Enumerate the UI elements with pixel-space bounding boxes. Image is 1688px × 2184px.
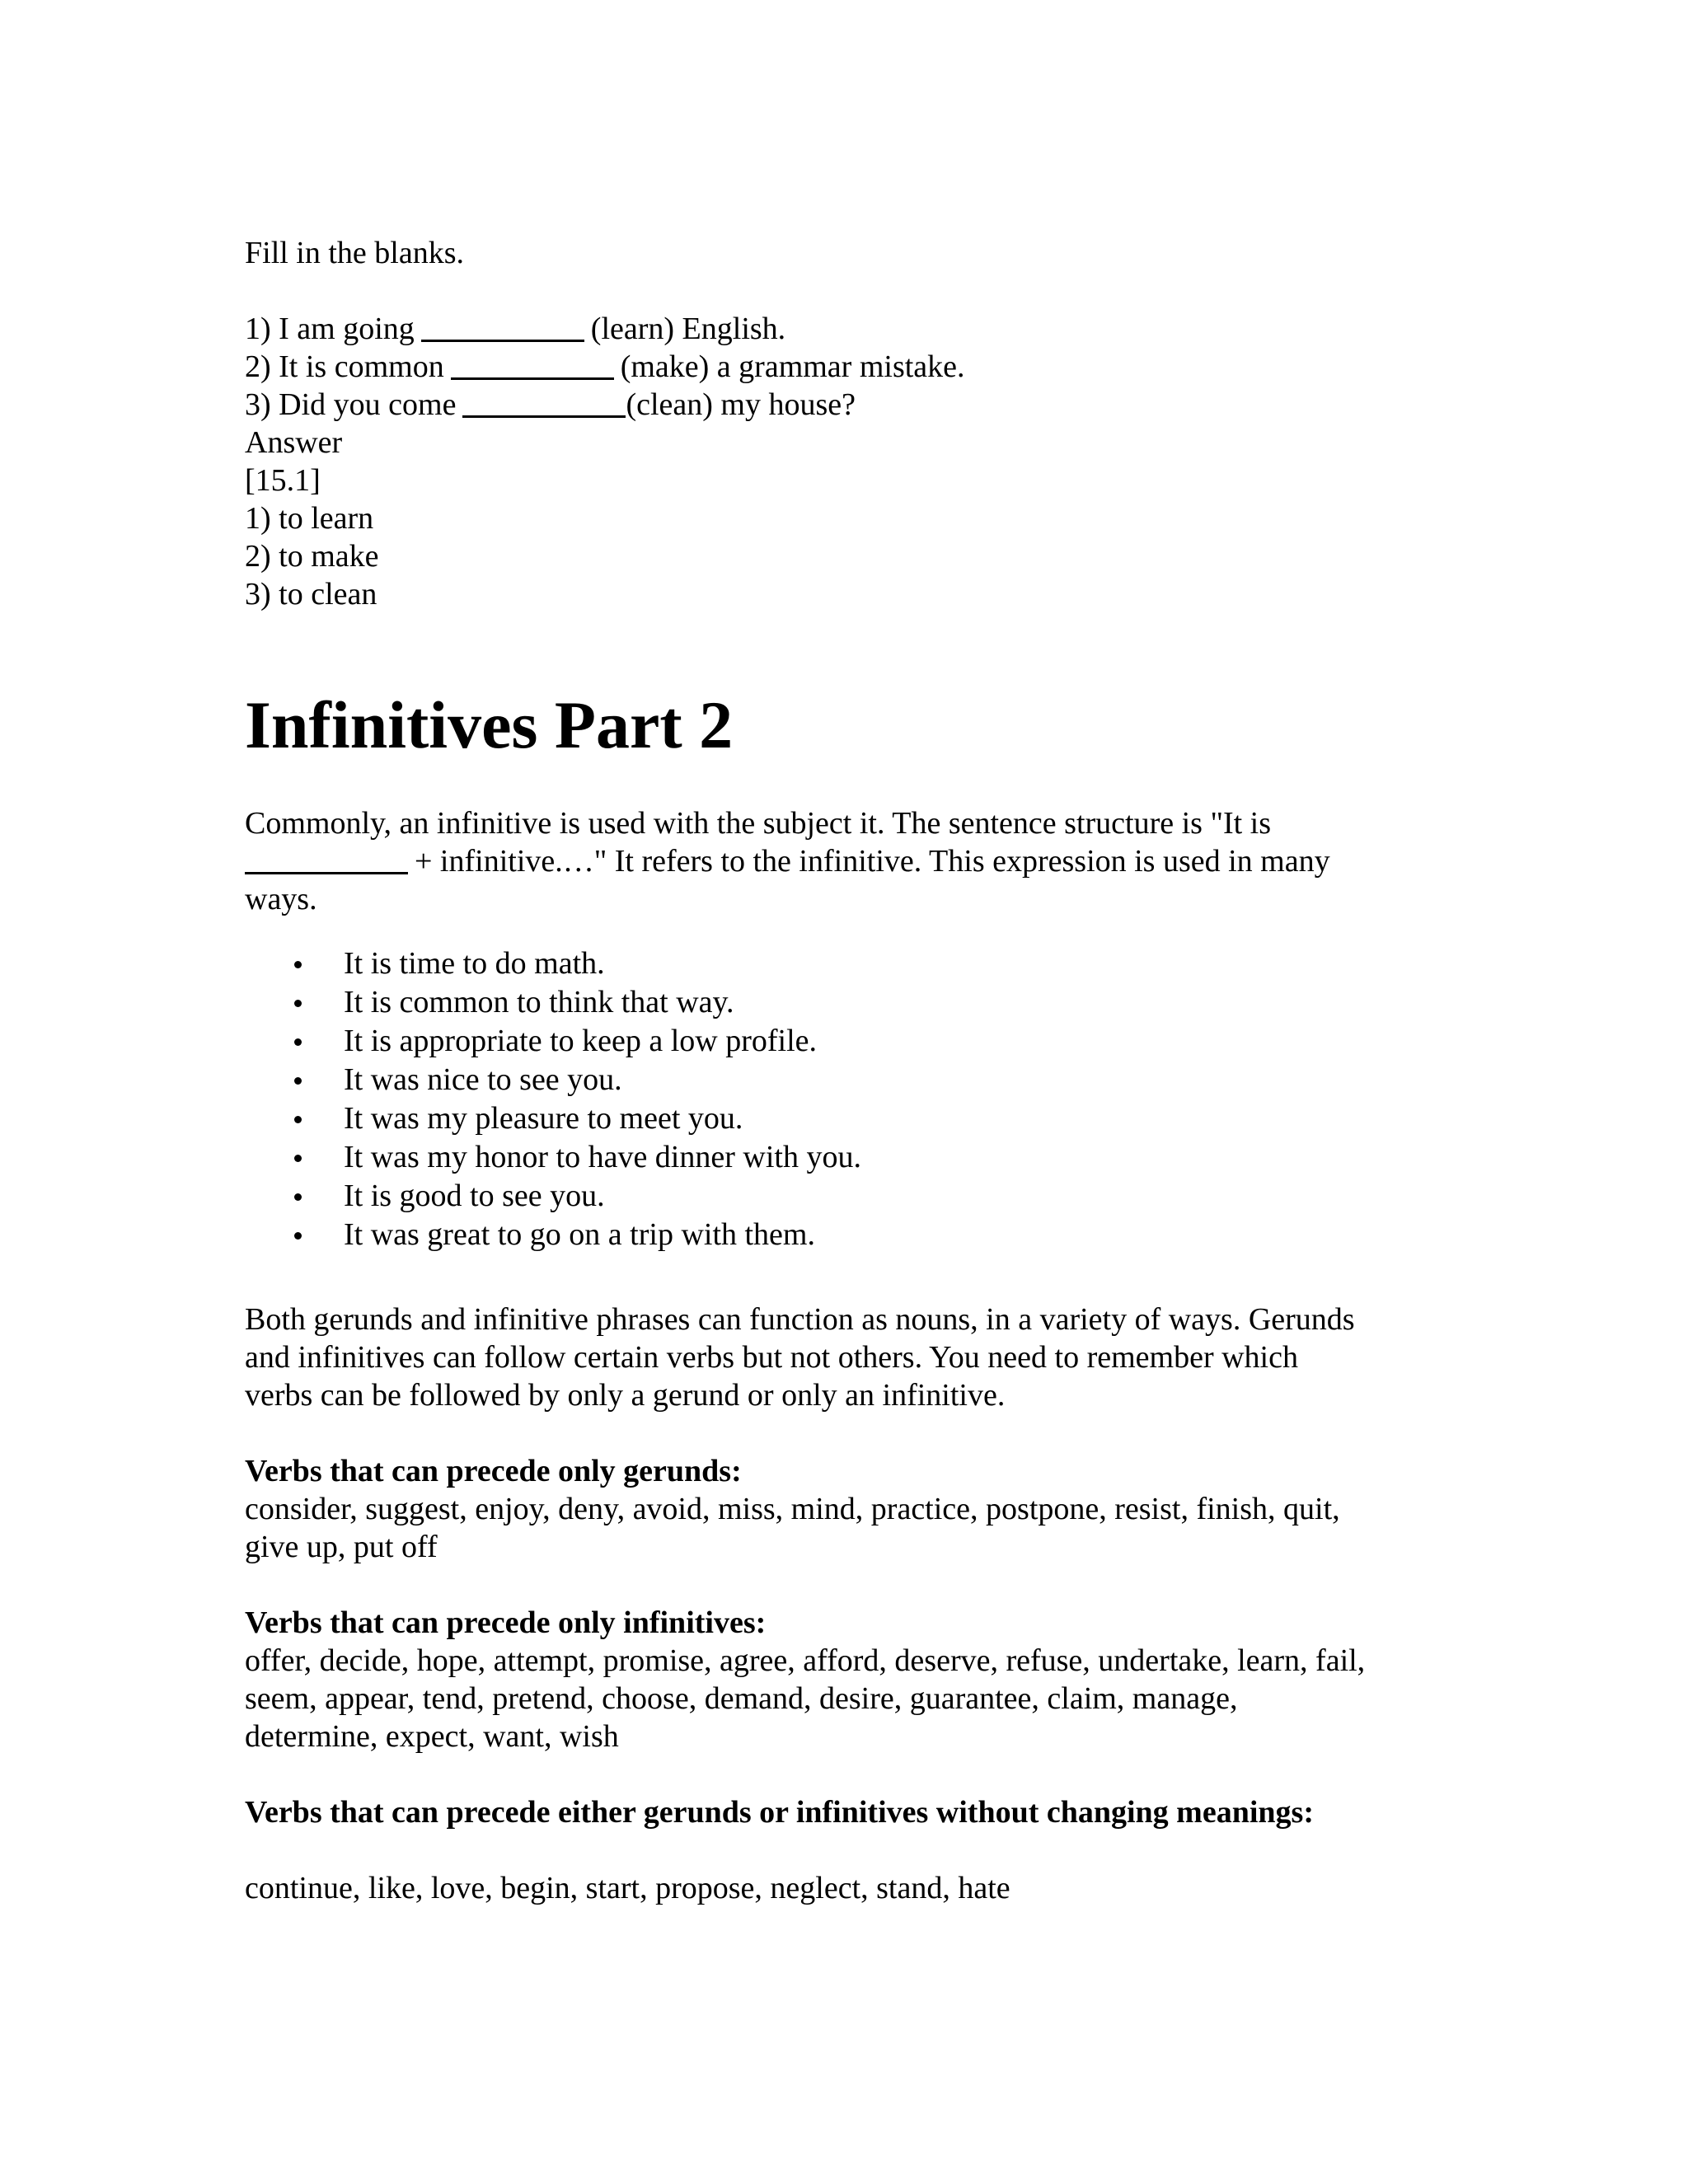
exercise-question-3: 3) Did you come (clean) my house? [245, 387, 856, 422]
bullet-icon [294, 1155, 302, 1162]
example-list [245, 944, 861, 1254]
infinitives-heading: Verbs that can precede only infinitives: [245, 1605, 767, 1640]
exercise-question-1: 1) I am going (learn) English. [245, 312, 786, 346]
gerunds-heading: Verbs that can precede only gerunds: [245, 1454, 742, 1488]
bullet-icon [294, 1116, 302, 1123]
exercise-question-2: 2) It is common (make) a grammar mistake. [245, 349, 965, 384]
exercise-instruction: Fill in the blanks. [245, 236, 464, 270]
list-item: It was nice to see you. [245, 1061, 861, 1099]
bullet-icon [294, 1000, 302, 1007]
either-verbs: continue, like, love, begin, start, propose, neglect, stand, hate [245, 1871, 1010, 1905]
bullet-icon [294, 1193, 302, 1201]
answer-item: 2) to make [245, 539, 379, 574]
answer-blank [451, 348, 614, 380]
gerund-infinitive-paragraph: Both gerunds and infinitive phrases can function as nouns, in a variety of ways. Gerunds and infinitives can follow certain verbs but not others. You need to remember which verbs can be followed by only a gerund or only an infinitive. [245, 1302, 1355, 1413]
answer-reference: [15.1] [245, 463, 321, 498]
bullet-icon [294, 1038, 302, 1046]
answer-label: Answer [245, 425, 343, 460]
list-item: It is common to think that way. [245, 983, 861, 1022]
infinitives-section: Verbs that can precede only infinitives: offer, decide, hope, attempt, promise, agree, afford, deserve, refuse, undertake, learn, fail, seem, appear, tend, pretend, choose, demand, desire, guarantee, claim, manage, determine, expect, want, wish [245, 1604, 1448, 1755]
list-item: It was great to go on a trip with them. [245, 1216, 861, 1254]
intro-paragraph: Commonly, an infinitive is used with the subject it. The sentence structure is "It is + infinitive.…" It refers to the infinitive. This expression is used in many ways. [245, 806, 1330, 916]
example-blank [245, 842, 408, 874]
either-heading: Verbs that can precede either gerunds or infinitives without changing meanings: [245, 1795, 1314, 1830]
gerunds-section: Verbs that can precede only gerunds: consider, suggest, enjoy, deny, avoid, miss, mind, practice, postpone, resist, finish, quit, give up, put off [245, 1452, 1448, 1566]
list-item: It was my honor to have dinner with you. [245, 1138, 861, 1177]
answer-item: 3) to clean [245, 577, 377, 612]
bullet-icon [294, 1077, 302, 1085]
answer-blank [421, 310, 584, 342]
list-item: It is time to do math. [245, 944, 861, 983]
answer-item: 1) to learn [245, 501, 374, 536]
either-section [245, 1793, 1448, 1831]
section-title: Infinitives Part 2 [245, 687, 734, 762]
answer-blank [462, 386, 626, 418]
list-item: It is good to see you. [245, 1177, 861, 1216]
bullet-icon [294, 1232, 302, 1240]
bullet-icon [294, 961, 302, 968]
list-item: It is appropriate to keep a low profile. [245, 1022, 861, 1061]
list-item: It was my pleasure to meet you. [245, 1099, 861, 1138]
